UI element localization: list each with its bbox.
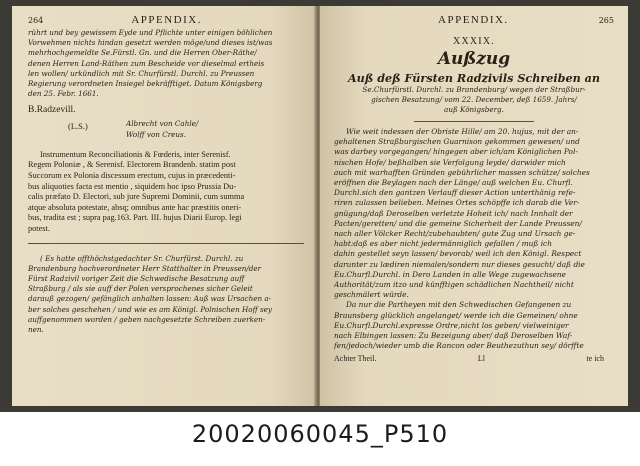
text-line: calis præfato D. Electori, sub jure Supremi Dominii, cum summa bbox=[28, 192, 245, 202]
left-running-head bbox=[28, 14, 304, 28]
text-line: den 25. Febr. 1661. bbox=[28, 89, 99, 99]
signature-line: Albrecht von Cahle/ bbox=[126, 119, 199, 129]
text-line: darauß gezogen/ gefänglich anhalten lassen: Auß was Ursachen a- bbox=[28, 294, 272, 304]
text-line: was darbey vorgegangen/ hingegen aber ich/am Königlichen Pol- bbox=[334, 147, 578, 157]
text-line: eröffnen die Beylagen nach der Länge/ auß welchen Eu. Churfl. bbox=[334, 178, 573, 188]
left-page bbox=[12, 6, 316, 406]
text-line: Authorität/zum itzo und künfftigen schädlichen Nachtheil/ nicht bbox=[334, 280, 574, 290]
text-line: Regierung verordneten Insiegel bekräfftiget. Datum Königsberg bbox=[28, 79, 263, 89]
text-line: gnügung/daß Deroselben verletzte Hoheit ich/ nach Innhalt der bbox=[334, 208, 573, 218]
text-line: atque absoluta potestate, absq; omnibus ante hac præstitis oneri- bbox=[28, 202, 242, 212]
heading-title: Außzug bbox=[437, 49, 511, 69]
footer-signature-label: Achter Theil. bbox=[334, 354, 377, 364]
subtitle-line: gischen Besatzung/ vom 22. December, deß 1659. Jahrs/ bbox=[371, 95, 577, 104]
signatures bbox=[102, 119, 304, 139]
text-line: darunter zu lædiren niemalen/sondern nur dieses gesucht/ daß die bbox=[334, 259, 585, 269]
text-line: ber solches geschehen / und wie es am Königl. Polnischen Hoff sey bbox=[28, 304, 272, 314]
text-line: nach aller Völcker Recht/zubehaubten/ gute Zug und Ursach ge- bbox=[334, 229, 576, 239]
text-line: denen Herren Land-Räthen zum Bescheide vor dieselmal ertheis bbox=[28, 58, 265, 68]
signature-line: Wolff von Creus. bbox=[126, 129, 186, 139]
left-page-number: 264 bbox=[28, 16, 44, 25]
text-line: geschmälert würde. bbox=[334, 290, 409, 300]
text-line: bus aliquoties facta est mentio , siquidem hoc ipso Prussia Du- bbox=[28, 181, 237, 191]
text-line: Succorum ex Polonia discessum erectum, cujus in præcedenti- bbox=[28, 171, 236, 181]
text-line: habt:daß es aber nicht jedermänniglich gefallen / muß ich bbox=[334, 239, 552, 249]
signer-name: B.Radzevill. bbox=[28, 105, 76, 116]
text-line: Pacten/geretten/ und die gemeine Sicherheit der Lande Preussen/ bbox=[334, 218, 582, 228]
footer-signature-mark: Ll bbox=[477, 354, 486, 364]
text-line: rührt und bey gewissem Eyde und Pflichte unter einigen böhlichen bbox=[28, 28, 273, 37]
text-line: Durchl.sich den gantzen Verlauff dieser Action unterthänig refe- bbox=[334, 188, 576, 198]
text-line: Fürst Radzivil voriger Zeit die Schwedische Besatzung auff bbox=[28, 273, 245, 283]
subtitle-line: auß Königsberg. bbox=[444, 105, 504, 114]
text-line: dahin gestellet seyn lassen/ bevorab/ weil ich den Königl. Respect bbox=[334, 249, 582, 259]
text-line: fen/jedoch/wieder umb die Rancon oder Beuthezuthun sey/ dörffte bbox=[334, 341, 584, 351]
right-running-title: APPENDIX. bbox=[438, 14, 509, 26]
text-line: mehrhochgemeldte Se.Fürstl. Gn. und die Herren Ober-Räthe/ bbox=[28, 48, 257, 58]
text-line: Regem Poloniæ , & Serenisf. Electorem Brandenb. statim post bbox=[28, 160, 236, 170]
text-line: Wie weit indessen der Obriste Hille/ am 20. hujus, mit der an- bbox=[346, 127, 579, 136]
footer-catchword: te ich bbox=[586, 354, 604, 364]
text-line: Braunsberg glücklich angelanget/ werde ich die Gemeinen/ ohne bbox=[334, 310, 578, 320]
text-line: Vorwehmen nichts hindan gesetzt werden möge/und dieses ist/was bbox=[28, 38, 273, 48]
seal-mark: (L.S.) bbox=[68, 121, 88, 132]
text-line: ( Es hatte offthöchstgedachter Sr. Churfürst. Durchl. zu bbox=[40, 253, 244, 263]
text-line: nischen Hofe/ beßhalben sie Verfolgung leyde/ darwider mich bbox=[334, 157, 566, 167]
image-caption: 20020060045_P510 bbox=[191, 420, 449, 448]
text-line: nen. bbox=[28, 325, 44, 334]
right-running-head bbox=[334, 14, 614, 28]
text-line: riren zulassen belieben. Meines Ortes schöpffe ich darab die Ver- bbox=[334, 198, 580, 208]
page-footer bbox=[334, 354, 614, 363]
text-line: Eu.Churfl.Durchl.expresse Ordre,nicht los geben/ vielweiniger bbox=[334, 320, 569, 330]
heading-divider bbox=[414, 121, 534, 122]
text-line: bus, tradita est ; supra pag.163. Part. III. hujus Diarii Europ. legi bbox=[28, 213, 242, 223]
text-line: potest. bbox=[28, 223, 50, 233]
text-line: auch mit warhafften Gründen gebührlicher massen schütze/ solches bbox=[334, 167, 590, 177]
subtitle-block bbox=[334, 85, 614, 115]
section-divider bbox=[28, 243, 304, 244]
text-line: Straßburg / als sie auff der Polen versprochenes sicher Geleit bbox=[28, 284, 253, 294]
chapter-number: XXXIX. bbox=[453, 36, 495, 47]
text-line: nach Elbingen lassen: Zu Bezeigung aber/ daß Deroselben Waf- bbox=[334, 331, 573, 341]
heading-subtitle: Auß deß Fürsten Radzivils Schreiben an bbox=[348, 71, 600, 85]
right-page bbox=[320, 6, 628, 406]
latin-block bbox=[28, 150, 304, 235]
right-page-number: 265 bbox=[598, 16, 614, 25]
text-line: Brandenburg hochverordneter Herr Statthalter in Preussen/der bbox=[28, 263, 262, 273]
subtitle-line: Se.Churfürstl. Durchl. zu Brandenburg/ wegen der Straßbur- bbox=[362, 85, 586, 94]
text-line: len wollen/ urkündlich mit Sr. Churfürstl. Durchl. zu Preussen bbox=[28, 68, 255, 78]
left-german-block bbox=[28, 28, 304, 99]
left-running-title: APPENDIX. bbox=[131, 14, 202, 26]
text-line: gehaltenen Straßburgischen Guarnison gekommen gewesen/ und bbox=[334, 137, 580, 147]
text-line: Eu.Churfl.Durchl. in Dero Landen in alle Wege zugewachsene bbox=[334, 269, 566, 279]
text-line: auffgenommen worden / geben nachgesetzte Schreiben zuerken- bbox=[28, 314, 266, 324]
text-line: Instrumentum Reconciliationis & Fœderis, inter Serenisf. bbox=[40, 149, 231, 159]
text-line: Da nur die Partheyen mit den Schwedischen Gefangenen zu bbox=[346, 300, 572, 310]
signature-row bbox=[28, 119, 304, 139]
left-bottom-block bbox=[28, 254, 304, 336]
right-body-block bbox=[334, 127, 614, 351]
